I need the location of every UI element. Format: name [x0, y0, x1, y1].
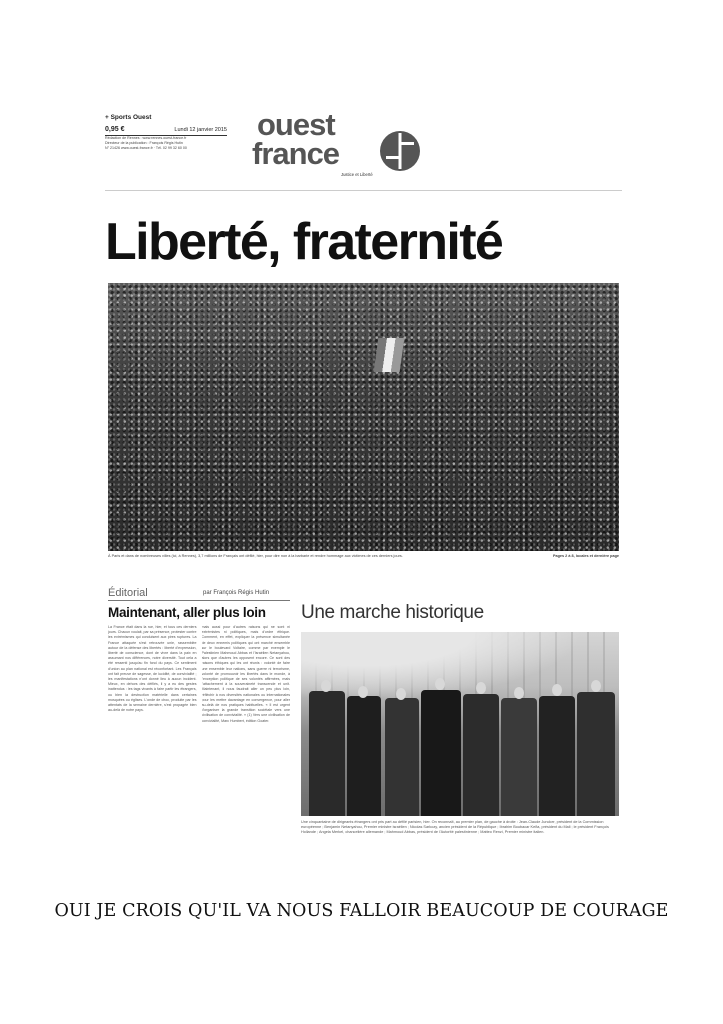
- marcher-head: [435, 678, 445, 690]
- marcher: [539, 696, 575, 816]
- logo-emblem-icon: [379, 130, 421, 172]
- marcher: [577, 692, 615, 816]
- price-date-row: [105, 126, 227, 136]
- marcher: [309, 691, 345, 816]
- issue-date: Lundi 12 janvier 2015: [174, 127, 227, 133]
- marcher-head: [552, 684, 562, 696]
- handwritten-comment: OUI JE CROIS QU'IL VA NOUS FALLOIR BEAUCOUP DE COURAGE: [54, 901, 669, 921]
- logo-motto: Justice et Liberté: [341, 172, 373, 177]
- supplement-label: + Sports Ouest: [105, 114, 152, 121]
- newspaper-logo: [252, 107, 417, 180]
- editorial-label: Éditorial: [108, 587, 148, 599]
- contact-line: Rédaction de Rennes : www.rennes.ouest-france.fr: [105, 136, 187, 140]
- marcher-head: [396, 688, 406, 700]
- marcher: [463, 694, 499, 816]
- price: 0,95 €: [105, 126, 125, 133]
- editorial-column-2: mais aussi pour d'autres raisons qui ne sont ni extrémistes ni politiques, mais d'ordre éthique. Comment, en effet, expliquer la présence simultanée de deux ennemis politiques qui ont marché ensemble sur le boulevard Voltaire, comme par exemple le Palestinien Mahmoud Abbas et l'Israélien Netanyahou, alors que d'autres les opposent encore. Ce sont des raisons éthiques qui les ont réunis : volonté de faire une ensemble leur nations, sans guerre ni terrorisme, volonté de promouvoir les libertés dans le monde, à l'exception politique de ses volontés affirmées, mais l'attachement à la souveraineté transcende et unit. Maintenant, il nous faudrait aller un peu plus loin, réfléchir à nos diversités nationales ou internationales pour les mettre davantage en convergence, pour aller au-delà de nos pratiques habituelles. « Il est urgent d'organiser la grande transition sociétale vers une civilisation de convivialité. » (1) Vers une civilisation de convivialité, Marc Humbert, édition Goater.: [201, 625, 290, 723]
- editorial-byline: par François Régis Hutin: [203, 590, 270, 596]
- marcher-head: [358, 686, 368, 698]
- newspaper-front-page: [105, 100, 622, 878]
- masthead-divider: [105, 190, 622, 191]
- marcher: [501, 698, 537, 816]
- marcher-head: [476, 682, 486, 694]
- crowd-photo: [108, 283, 619, 551]
- editorial-column-1: La France était dans la rue, hier, et tous ces derniers jours. Chacun voulait, par sa présence, protester contre les extrémismes qui conduisent aux pires ruptures. La France attaquée s'est retrouvée unie, rassemblée autour de la défense des libertés : liberté d'expression, liberté de conscience, dont de vivre dans la paix en assumant nos différences, notre diversité. Tout cela a été ressenti jusqu'au fin fond du pays. Ce sentiment d'union au plan national est réconfortant. Les Français ont fait preuve de sagesse, de lucidité, de convivialité ; les manifestations n'ont donné lieu à aucun incident. Mieux, en dehors des défilés, il y a eu des gestes inattendus : les tags vivants à faire partir les étrangers, ou bien la destruction matérielle dans certaines mosquées ou églises. L'onde de choc, produite par les attentats de la semaine dernière, s'est propagée bien au-delà de notre pays.: [108, 625, 197, 713]
- pages-reference: Pages 2 à 8, locales et dernière page: [552, 554, 619, 558]
- masthead-info: [105, 114, 227, 151]
- editorial-divider: [108, 600, 290, 601]
- contact-line: Directeur de la publication : François Régis Hutin: [105, 141, 183, 145]
- main-headline: Liberté, fraternité: [105, 213, 503, 271]
- story-photo-caption: Une cinquantaine de dirigeants étrangers ont pris part au défilé parisien, hier. On reconnaît, au premier plan, de gauche à droite : Jean-Claude Juncker, président de la Commission européenne ; Benjamin Netanyahou, Premier ministre israélien ; Nicolas Sarkozy, ancien président de la République ; Ibrahim Boubacar Keïta, président du Mali ; le président François Hollande ; Angela Merkel, chancelière allemande ; Mahmoud Abbas, président de l'Autorité palestinienne ; Matteo Renzi, Premier ministre italien.: [301, 820, 609, 835]
- editorial-body: [108, 625, 290, 875]
- logo-word-ouest: ouest: [257, 107, 335, 142]
- leaders-march-photo: [301, 632, 619, 816]
- story-title: Une marche historique: [301, 602, 484, 623]
- marcher: [421, 690, 461, 816]
- editorial-title: Maintenant, aller plus loin: [108, 605, 266, 620]
- marcher: [347, 696, 381, 816]
- logo-word-france: france: [252, 136, 340, 171]
- marcher: [385, 698, 419, 816]
- french-flag-icon: [374, 338, 405, 372]
- crowd-photo-caption: [108, 554, 619, 558]
- marcher-head: [591, 680, 601, 692]
- contact-line: N° 21426 www.ouest-france.fr · Tél. 02 99 32 60 00: [105, 146, 187, 150]
- marcher-head: [321, 680, 331, 692]
- crowd-caption-text: À Paris et dans de nombreuses villes (ici, à Rennes), 3,7 millions de Français ont défilé, hier, pour dire non à la barbarie et rendre hommage aux victimes de ces derniers jours.: [108, 554, 403, 558]
- marcher-head: [514, 687, 524, 699]
